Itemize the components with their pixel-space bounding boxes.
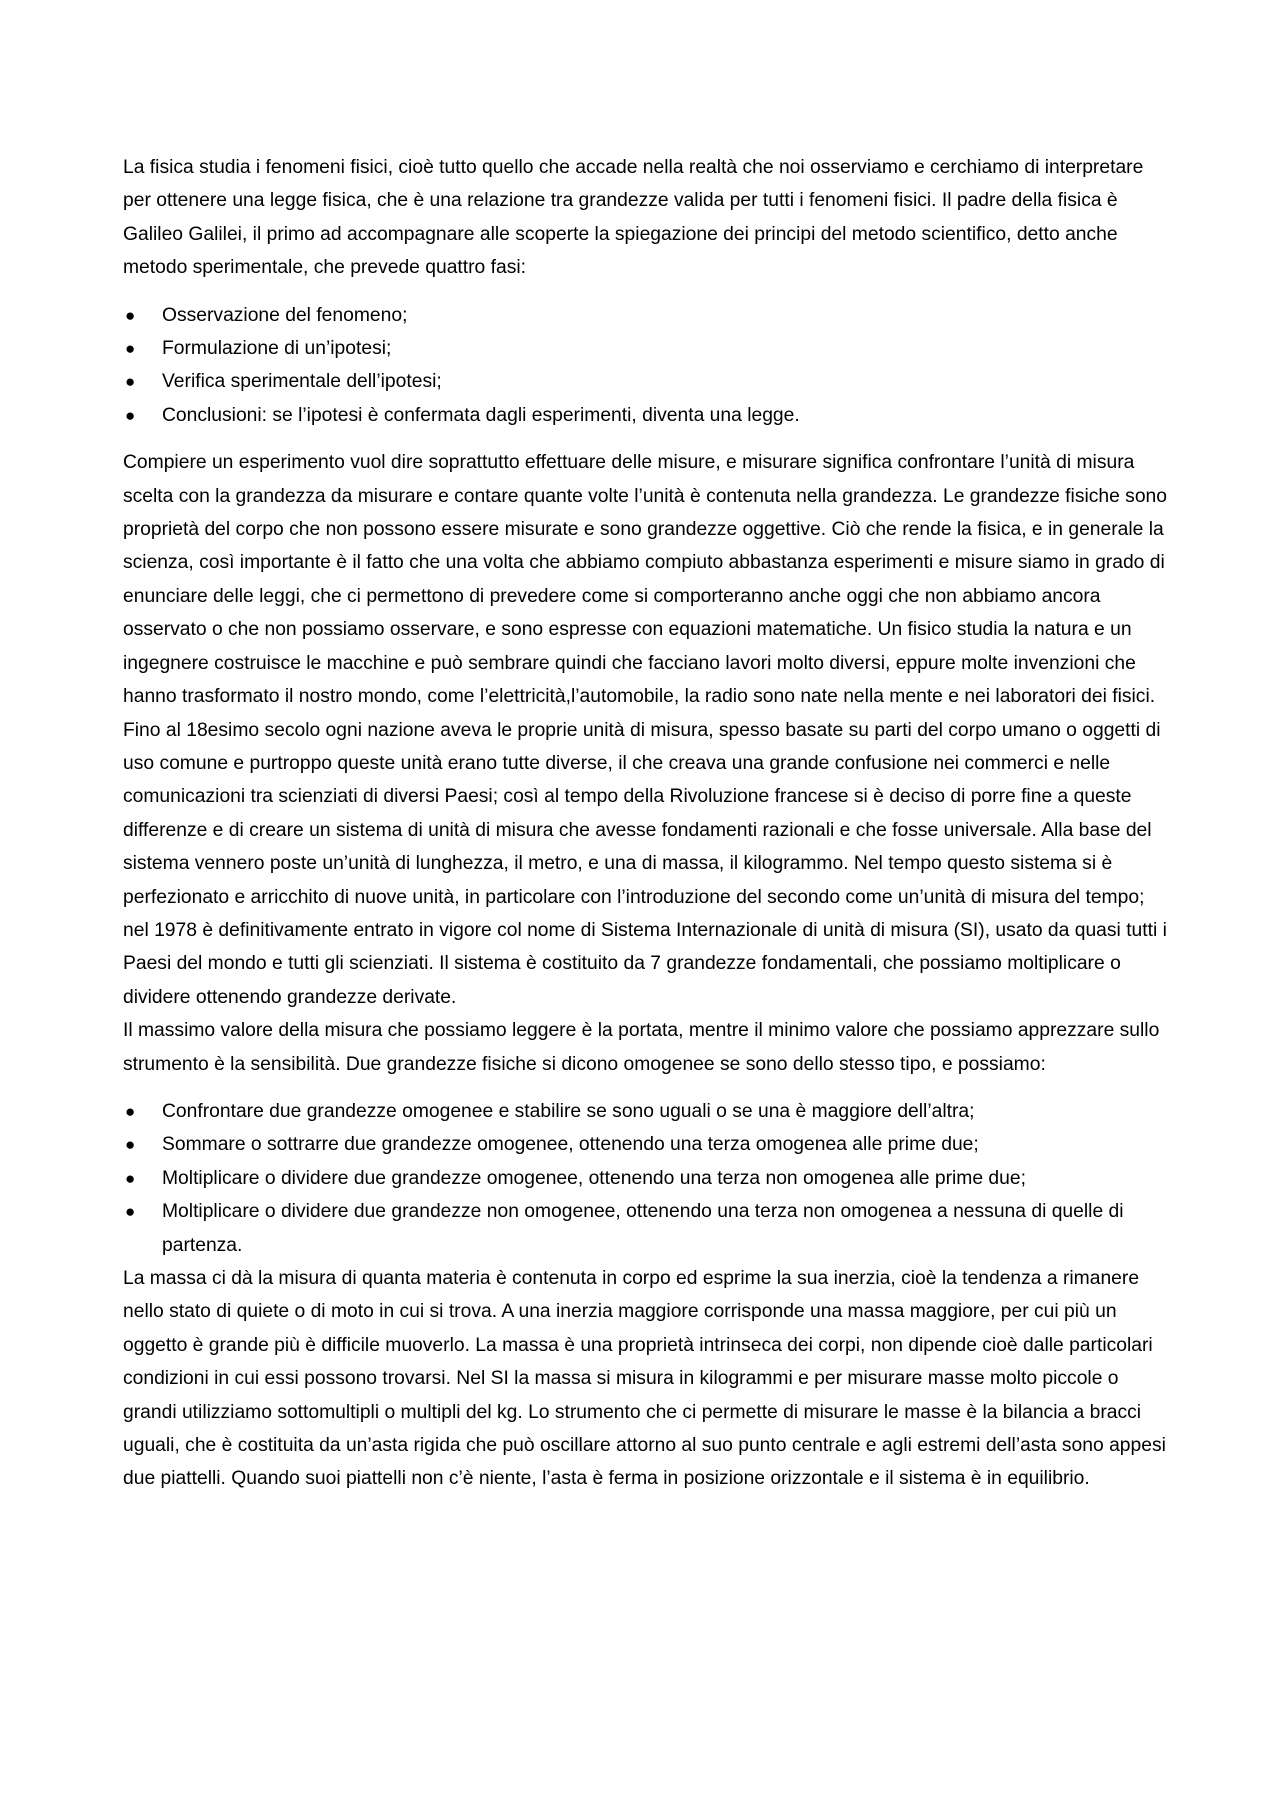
list-item: ● Confrontare due grandezze omogenee e stabilire se sono uguali o se una è maggiore dell’altra;	[123, 1095, 1168, 1128]
list-item: ● Osservazione del fenomeno;	[123, 299, 1168, 332]
list-item: ● Conclusioni: se l’ipotesi è confermata dagli esperimenti, diventa una legge.	[123, 399, 1168, 432]
measurement-paragraph: Compiere un esperimento vuol dire soprattutto effettuare delle misure, e misurare significa confrontare l’unità di misura scelta con la grandezza da misurare e contare quante volte l’unità è contenuta nella grandezza. Le grandezze fisiche sono proprietà del corpo che non possono essere misurate e sono grandezze oggettive. Ciò che rende la fisica, e in generale la scienza, così importante è il fatto che una volta che abbiamo compiuto abbastanza esperimenti e misure siamo in grado di enunciare delle leggi, che ci permettono di prevedere come si comporteranno anche oggi che non abbiamo ancora osservato o che non possiamo osservare, e sono espresse con equazioni matematiche. Un fisico studia la natura e un ingegnere costruisce le macchine e può sembrare quindi che facciano lavori molto diversi, eppure molte invenzioni che hanno trasformato il nostro mondo, come l’elettricità,l’automobile, la radio sono nate nella mente e nei laboratori dei fisici. Fino al 18esimo secolo ogni nazione aveva le proprie unità di misura, spesso basate su parti del corpo umano o oggetti di uso comune e purtroppo queste unità erano tutte diverse, il che creava una grande confusione nei commerci e nelle comunicazioni tra scienziati di diversi Paesi; così al tempo della Rivoluzione francese si è deciso di porre fine a queste differenze e di creare un sistema di unità di misura che avesse fondamenti razionali e che fosse universale. Alla base del sistema vennero poste un’unità di lunghezza, il metro, e una di massa, il kilogrammo. Nel tempo questo sistema si è perfezionato e arricchito di nuove unità, in particolare con l’introduzione del secondo come un’unità di misura del tempo; nel 1978 è definitivamente entrato in vigore col nome di Sistema Internazionale di unità di misura (SI), usato da quasi tutti i Paesi del mondo e tutti gli scienziati. Il sistema è costituito da 7 grandezze fondamentali, che possiamo moltiplicare o dividere ottenendo grandezze derivate.	[123, 452, 1167, 1008]
intro-paragraph: La fisica studia i fenomeni fisici, cioè tutto quello che accade nella realtà che noi osserviamo e cerchiamo di interpretare per ottenere una legge fisica, che è una relazione tra grandezze valida per tutti i fenomeni fisici. Il padre della fisica è Galileo Galilei, il primo ad accompagnare alle scoperte la spiegazione dei principi del metodo scientifico, detto anche metodo sperimentale, che prevede quattro fasi:	[123, 157, 1144, 279]
list-item: ● Verifica sperimentale dell’ipotesi;	[123, 365, 1168, 398]
bullet-icon: ●	[125, 1101, 136, 1121]
bullet-icon: ●	[125, 372, 136, 392]
list-item: ● Moltiplicare o dividere due grandezze omogenee, ottenendo una terza non omogenea alle prime due;	[123, 1162, 1168, 1195]
list-item: ● Moltiplicare o dividere due grandezze non omogenee, ottenendo una terza non omogenea a nessuna di quelle di partenza.	[123, 1195, 1168, 1262]
mass-paragraph: La massa ci dà la misura di quanta materia è contenuta in corpo ed esprime la sua inerzia, cioè la tendenza a rimanere nello stato di quiete o di moto in cui si trova. A una inerzia maggiore corrisponde una massa maggiore, per cui più un oggetto è grande più è difficile muoverlo. La massa è una proprietà intrinseca dei corpi, non dipende cioè dalle particolari condizioni in cui essi possono trovarsi. Nel SI la massa si misura in kilogrammi e per misurare masse molto piccole o grandi utilizziamo sottomultipli o multipli del kg. Lo strumento che ci permette di misurare le masse è la bilancia a bracci uguali, che è costituita da un’asta rigida che può oscillare attorno al suo punto centrale e agli estremi dell’asta sono appesi due piattelli. Quando suoi piattelli non c’è niente, l’asta è ferma in posizione orizzontale e il sistema è in equilibrio.	[123, 1268, 1166, 1490]
bullet-icon: ●	[125, 305, 136, 325]
list-item: ● Sommare o sottrarre due grandezze omogenee, ottenendo una terza omogenea alle prime due;	[123, 1128, 1168, 1161]
bullet-icon: ●	[125, 1202, 136, 1222]
bullet-icon: ●	[125, 405, 136, 425]
method-phases-list	[123, 299, 1168, 433]
bullet-icon: ●	[125, 1168, 136, 1188]
document-body	[123, 151, 1168, 1496]
range-paragraph: Il massimo valore della misura che possiamo leggere è la portata, mentre il minimo valore che possiamo apprezzare sullo strumento è la sensibilità. Due grandezze fisiche si dicono omogenee se sono dello stesso tipo, e possiamo:	[123, 1020, 1160, 1075]
bullet-icon: ●	[125, 339, 136, 359]
list-item: ● Formulazione di un’ipotesi;	[123, 332, 1168, 365]
operations-list	[123, 1095, 1168, 1262]
bullet-icon: ●	[125, 1135, 136, 1155]
